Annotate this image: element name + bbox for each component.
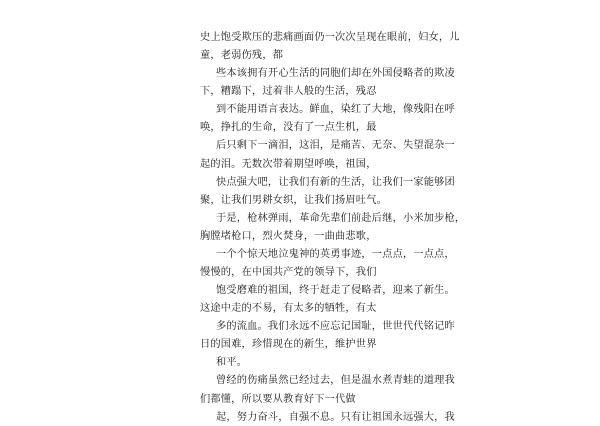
text-line: 曾经的伤痛虽然已经过去，但是温水煮青蛙的道理我 (216, 375, 455, 387)
text-line: 到不能用语言表达。鲜血，染红了大地，像残阳在呼 (216, 104, 455, 116)
text-line: 唤，挣扎的生命，没有了一点生机，最 (200, 122, 377, 134)
text-line: 这途中走的不易，有太多的牺牲，有太 (200, 303, 377, 315)
text-line: 童，老弱伤残，都 (200, 50, 284, 62)
text-line: 多的流血。我们永远不应忘记国耻，世世代代铭记昨 (216, 321, 455, 333)
text-line: 和平。 (216, 357, 248, 369)
text-line: 些本该拥有开心生活的同胞们却在外国侵略者的欺凌 (216, 68, 455, 80)
text-line: 饱受磨难的祖国，终于赶走了侵略者，迎来了新生。 (216, 285, 455, 297)
text-line: 聚，让我们男耕女织，让我们扬眉吐气。 (200, 194, 387, 206)
text-line: 日的国难，珍惜现在的新生，维护世界 (200, 339, 377, 351)
text-line: 于是，枪林弹雨，革命先辈们前赴后继，小米加步枪， (216, 212, 466, 224)
text-line: 们都懂，所以要从教育好下一代做 (200, 393, 356, 405)
text-line: 后只剩下一滴泪，这泪，是痛苦、无奈、失望混杂一 (216, 140, 455, 152)
text-line: 快点强大吧，让我们有新的生活，让我们一家能够团 (216, 176, 455, 188)
text-line: 慢慢的，在中国共产党的领导下，我们 (200, 267, 377, 279)
text-line: 史上饱受欺压的悲痛画面仍一次次呈现在眼前，妇女，儿 (200, 32, 460, 43)
article-body (200, 30, 466, 426)
text-line: 起，努力奋斗，自强不息。只有让祖国永远强大，我 (216, 411, 455, 423)
text-line: 一个个惊天地泣鬼神的英勇事迹，一点点，一点点， (216, 248, 455, 260)
text-line: 起的泪。无数次带着期望呼唤，祖国， (200, 158, 377, 170)
text-line: 下，糟蹋下，过着非人般的生活，残忍 (200, 86, 377, 98)
text-line: 胸膛堵枪口，烈火焚身，一曲曲悲歌， (200, 230, 377, 242)
